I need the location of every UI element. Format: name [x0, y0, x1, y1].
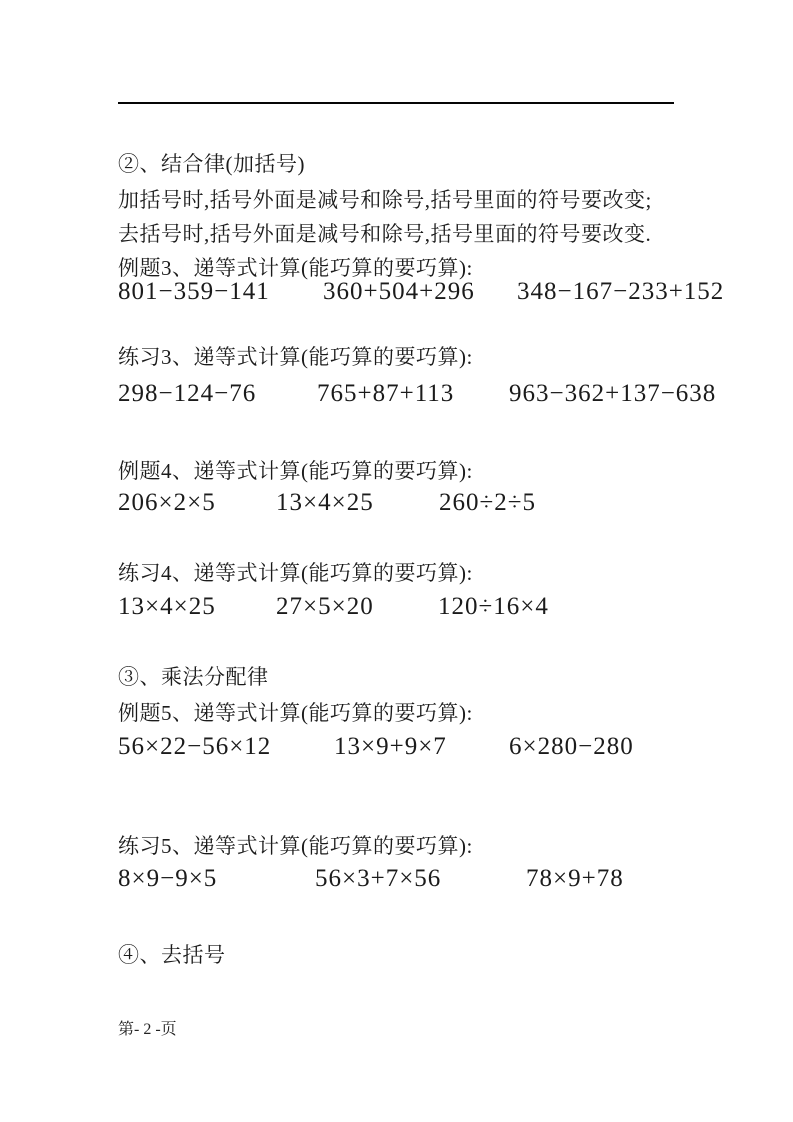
- section2-heading: ②、结合律(加括号): [118, 152, 305, 176]
- expression: 6×280−280: [509, 733, 634, 760]
- expression: 348−167−233+152: [517, 278, 725, 305]
- expression: 13×9+9×7: [334, 733, 447, 760]
- header-divider-rule: [118, 102, 674, 104]
- expression: 27×5×20: [276, 593, 374, 620]
- expression: 360+504+296: [323, 278, 475, 305]
- expression: 13×4×25: [276, 489, 374, 516]
- example4-label: 例题4、递等式计算(能巧算的要巧算):: [118, 459, 473, 483]
- expression: 120÷16×4: [438, 593, 549, 620]
- practice5-label: 练习5、递等式计算(能巧算的要巧算):: [118, 834, 473, 858]
- expression: 78×9+78: [526, 865, 624, 892]
- practice3-expressions: [0, 381, 793, 409]
- expression: 56×3+7×56: [315, 865, 442, 892]
- rule-text-line-1: 加括号时,括号外面是减号和除号,括号里面的符号要改变;: [118, 188, 652, 212]
- example5-expressions: [0, 734, 793, 762]
- practice5-expressions: [0, 866, 793, 894]
- rule-text-line-2: 去括号时,括号外面是减号和除号,括号里面的符号要改变.: [118, 222, 652, 246]
- expression: 206×2×5: [118, 489, 216, 516]
- expression: 8×9−9×5: [118, 865, 218, 892]
- example3-expressions: [0, 279, 793, 307]
- example5-label: 例题5、递等式计算(能巧算的要巧算):: [118, 701, 473, 725]
- page-number-footer: 第- 2 -页: [118, 1021, 177, 1038]
- practice4-expressions: [0, 594, 793, 622]
- expression: 13×4×25: [118, 593, 216, 620]
- practice4-label: 练习4、递等式计算(能巧算的要巧算):: [118, 561, 473, 585]
- expression: 801−359−141: [118, 278, 270, 305]
- practice3-label: 练习3、递等式计算(能巧算的要巧算):: [118, 345, 473, 369]
- section4-heading: ④、去括号: [118, 943, 226, 967]
- expression: 260÷2÷5: [439, 489, 536, 516]
- example3-label: 例题3、递等式计算(能巧算的要巧算):: [118, 256, 473, 280]
- expression: 963−362+137−638: [509, 380, 717, 407]
- expression: 765+87+113: [317, 380, 455, 407]
- section3-heading: ③、乘法分配律: [118, 665, 269, 689]
- expression: 298−124−76: [118, 380, 257, 407]
- expression: 56×22−56×12: [118, 733, 272, 760]
- example4-expressions: [0, 490, 793, 518]
